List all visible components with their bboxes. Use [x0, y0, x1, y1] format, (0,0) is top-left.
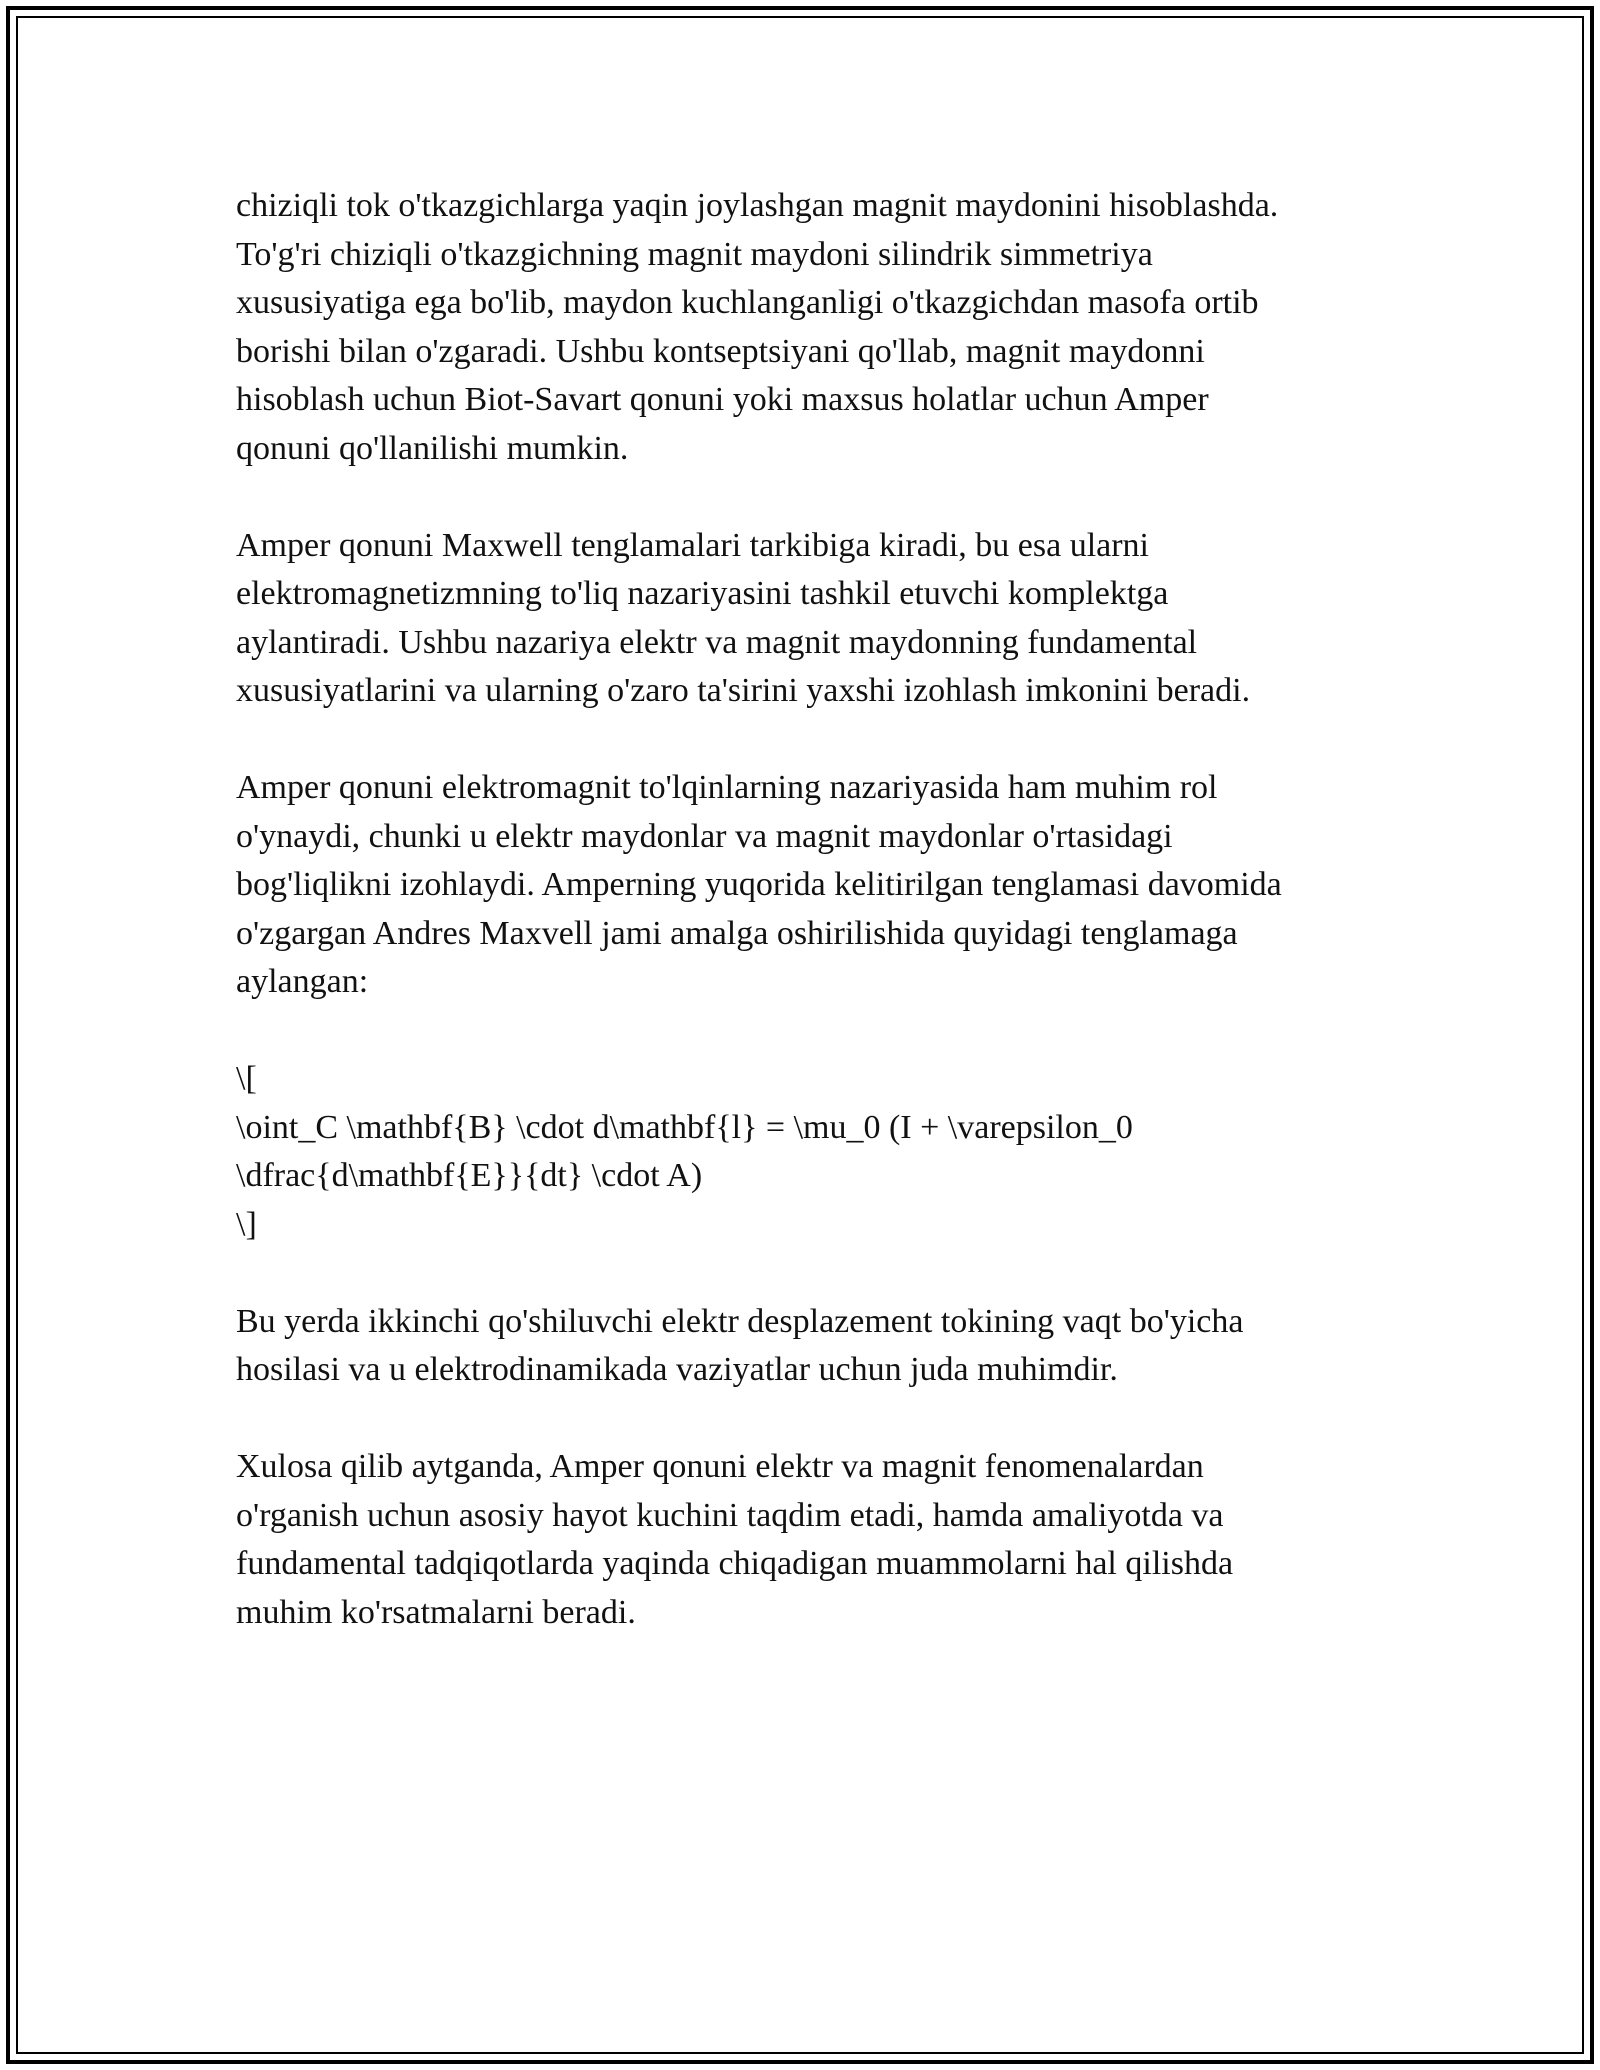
paragraph-5 — [236, 1443, 1416, 1637]
text-line: hosilasi va u elektrodinamikada vaziyatlar uchun juda muhimdir. — [236, 1351, 1118, 1388]
text-line: Amper qonuni elektromagnit to'lqinlarning nazariyasida ham muhim rol — [236, 769, 1218, 806]
equation-line: \] — [236, 1205, 257, 1243]
text-line: fundamental tadqiqotlarda yaqinda chiqadigan muammolarni hal qilishda — [236, 1545, 1234, 1582]
equation-block — [236, 1055, 1416, 1249]
equation-line: \[ — [236, 1060, 257, 1097]
text-line: aylangan: — [236, 963, 369, 1000]
text-line: xususiyatlarini va ularning o'zaro ta'sirini yaxshi izohlash imkonini beradi. — [236, 672, 1251, 709]
paragraph-3 — [236, 764, 1416, 1007]
text-line: o'ynaydi, chunki u elektr maydonlar va magnit maydonlar o'rtasidagi — [236, 817, 1173, 855]
paragraph-4 — [236, 1298, 1416, 1395]
text-line: borishi bilan o'zgaradi. Ushbu kontseptsiyani qo'llab, magnit maydonni — [236, 332, 1205, 370]
equation-line: \oint_C \mathbf{B} \cdot d\mathbf{l} = \mu_0 (I + \varepsilon_0 — [236, 1108, 1133, 1146]
text-line: elektromagnetizmning to'liq nazariyasini tashkil etuvchi komplektga — [236, 575, 1169, 612]
text-line: aylantiradi. Ushbu nazariya elektr va magnit maydonning fundamental — [236, 623, 1198, 661]
equation-line: \dfrac{d\mathbf{E}}{dt} \cdot A) — [236, 1157, 703, 1194]
paragraph-2 — [236, 522, 1416, 716]
text-line: Bu yerda ikkinchi qo'shiluvchi elektr desplazement tokining vaqt bo'yicha — [236, 1302, 1244, 1340]
text-line: chiziqli tok o'tkazgichlarga yaqin joylashgan magnit maydonini hisoblashda. — [236, 187, 1279, 224]
text-line: To'g'ri chiziqli o'tkazgichning magnit maydoni silindrik simmetriya — [236, 235, 1153, 273]
text-line: hisoblash uchun Biot-Savart qonuni yoki maxsus holatlar uchun Amper — [236, 381, 1209, 418]
text-line: o'rganish uchun asosiy hayot kuchini taqdim etadi, hamda amaliyotda va — [236, 1496, 1224, 1534]
text-line: bog'liqlikni izohlaydi. Amperning yuqorida kelitirilgan tenglamasi davomida — [236, 866, 1282, 903]
text-line: o'zgargan Andres Maxvell jami amalga oshirilishida quyidagi tenglamaga — [236, 914, 1238, 952]
text-line: xususiyatiga ega bo'lib, maydon kuchlanganligi o'tkazgichdan masofa ortib — [236, 284, 1259, 321]
text-line: qonuni qo'llanilishi mumkin. — [236, 429, 629, 467]
text-line: muhim ko'rsatmalarni beradi. — [236, 1593, 636, 1631]
text-line: Xulosa qilib aytganda, Amper qonuni elektr va magnit fenomenalardan — [236, 1448, 1204, 1485]
text-line: Amper qonuni Maxwell tenglamalari tarkibiga kiradi, bu esa ularni — [236, 526, 1150, 564]
paragraph-1 — [236, 182, 1416, 473]
document-body — [236, 182, 1416, 1686]
